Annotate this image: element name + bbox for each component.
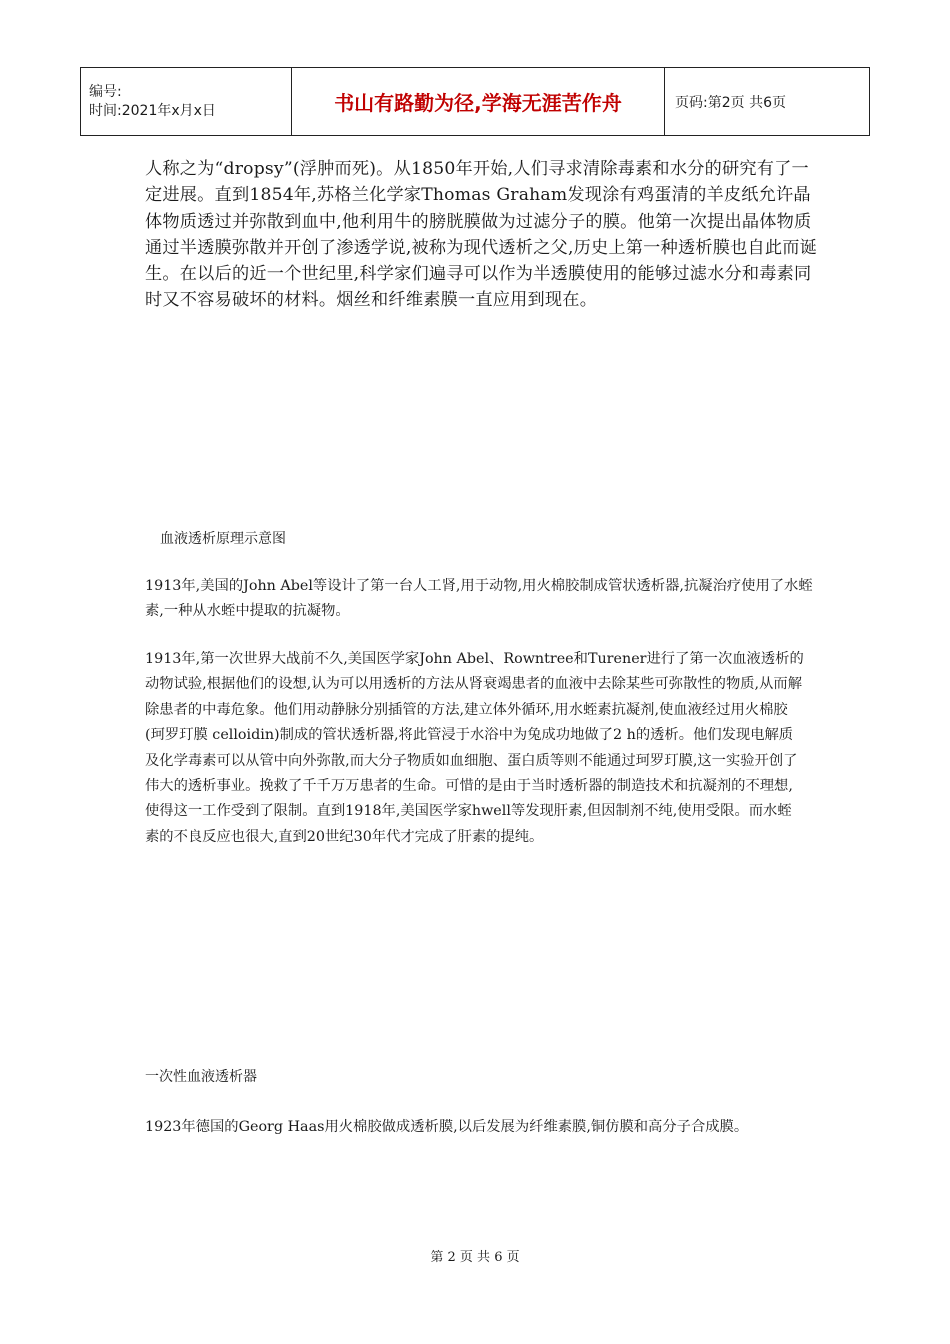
header-meta-cell xyxy=(81,68,292,136)
header-motto: 书山有路勤为径,学海无涯苦作舟 xyxy=(292,68,665,136)
figure-caption-disposable-dialyzer: 一次性血液透析器 xyxy=(145,1069,257,1085)
document-time-label: 时间:2021年x月x日 xyxy=(89,102,216,119)
paragraph-graham: 人称之为“dropsy”(浮肿而死)。从1850年开始,人们寻求清除毒素和水分的研究有了一定进展。直到1854年,苏格兰化学家Thomas Graham发现涂有鸡蛋清的羊皮纸允许晶体物质透过并弥散到血中,他利用牛的膀胱膜做为过滤分子的膜。他第一次提出晶体物质通过半透膜弥散并开创了渗透学说,被称为现代透析之父,历史上第一种透析膜也自此而诞生。在以后的近一个世纪里,科学家们遍寻可以作为半透膜使用的能够过滤水分和毒素同时又不容易破坏的材料。烟丝和纤维素膜一直应用到现在。 xyxy=(145,159,818,311)
paragraph-first-dialysis-experiment: 1913年,第一次世界大战前不久,美国医学家John Abel、Rowntree和Turener进行了第一次血液透析的动物试验,根据他们的设想,认为可以用透析的方法从肾衰竭患者的血液中去除某些可弥散性的物质,从而解除患者的中毒危象。他们用动静脉分别插管的方法,建立体外循环,用水蛭素抗凝剂,使血液经过用火棉胶(珂罗玎膜 celloidin)制成的管状透析器,将此管浸于水浴中为兔成功地做了2 h的透析。他们发现电解质及化学毒素可以从管中向外弥散,而大分子物质如血细胞、蛋白质等则不能通过珂罗玎膜,这一实验开创了伟大的透析事业。挽救了千千万万患者的生命。可惜的是由于当时透析器的制造技术和抗凝剂的不理想,使得这一工作受到了限制。直到1918年,美国医学家hwell等发现肝素,但因制剂不纯,使用受限。而水蛭素的不良反应也很大,直到20世纪30年代才完成了肝素的提纯。 xyxy=(145,651,804,845)
paragraph-haas-membrane: 1923年德国的Georg Haas用火棉胶做成透析膜,以后发展为纤维素膜,铜仿膜和高分子合成膜。 xyxy=(145,1119,749,1135)
header-page-code: 页码:第2页 共6页 xyxy=(665,68,870,136)
document-number-label: 编号: xyxy=(89,83,122,100)
header-table xyxy=(80,67,870,136)
figure-caption-dialysis-principle: 血液透析原理示意图 xyxy=(160,531,286,547)
page-footer: 第 2 页 共 6 页 xyxy=(430,1250,520,1265)
paragraph-abel-artificial-kidney: 1913年,美国的John Abel等设计了第一台人工肾,用于动物,用火棉胶制成管状透析器,抗凝治疗使用了水蛭素,一种从水蛭中提取的抗凝物。 xyxy=(145,578,813,619)
